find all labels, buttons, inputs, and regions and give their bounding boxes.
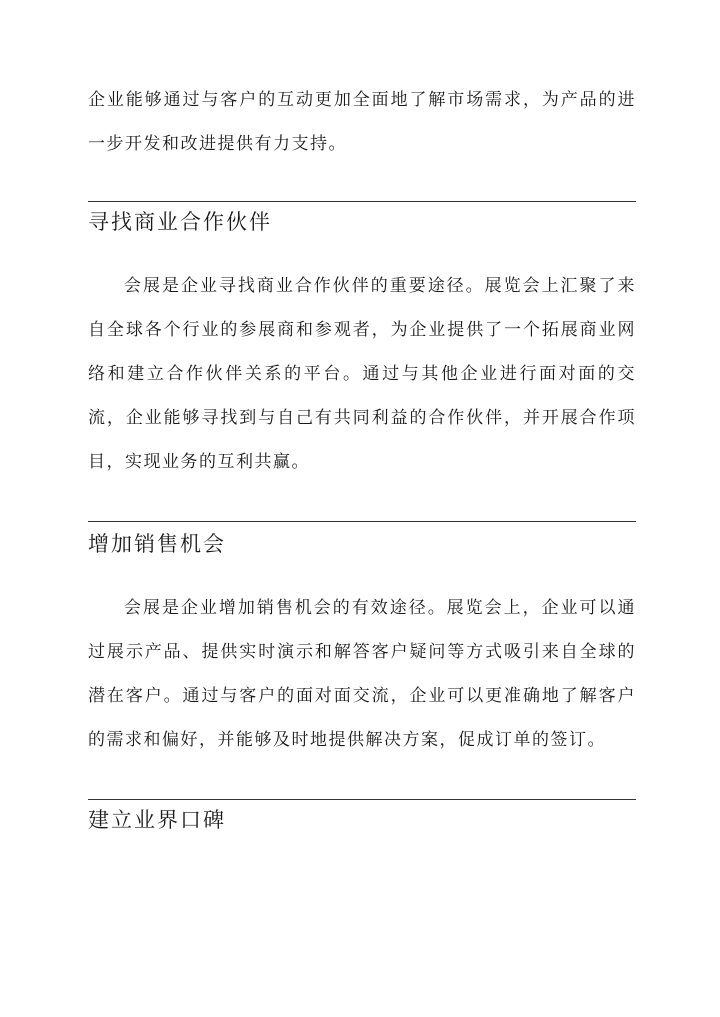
section-heading-sales: 增加销售机会 (88, 532, 226, 556)
section-heading-reputation: 建立业界口碑 (88, 808, 226, 832)
section-heading-partners: 寻找商业合作伙伴 (88, 210, 272, 234)
section-divider (88, 799, 636, 800)
section-paragraph-partners: 会展是企业寻找商业合作伙伴的重要途径。展览会上汇聚了来自全球各个行业的参展商和参观者，为企业提供了一个拓展商业网络和建立合作伙伴关系的平台。通过与其他企业进行面对面的交流，企业能够寻找到与自己有共同利益的合作伙伴，并开展合作项目，实现业务的互利共赢。 (88, 276, 636, 472)
intro-paragraph: 企业能够通过与客户的互动更加全面地了解市场需求，为产品的进一步开发和改进提供有力支持。 (88, 90, 636, 154)
section-divider (88, 521, 636, 522)
section-divider (88, 201, 636, 202)
section-paragraph-sales: 会展是企业增加销售机会的有效途径。展览会上，企业可以通过展示产品、提供实时演示和解答客户疑问等方式吸引来自全球的潜在客户。通过与客户的面对面交流，企业可以更准确地了解客户的需求和偏好，并能够及时地提供解决方案，促成订单的签订。 (88, 598, 636, 750)
